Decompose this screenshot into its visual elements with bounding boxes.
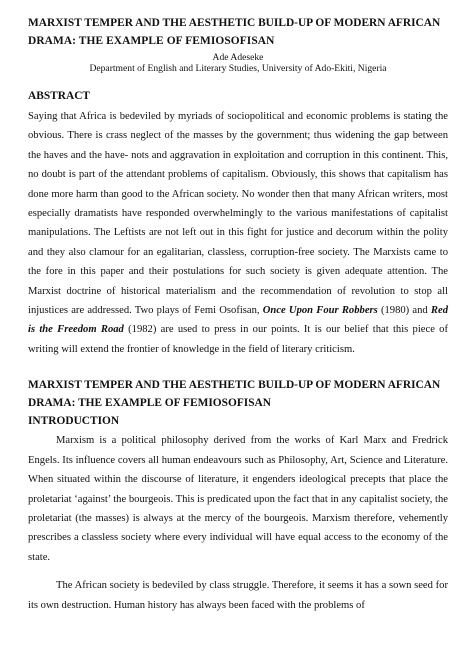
- paper-title-line-1: MARXIST TEMPER AND THE AESTHETIC BUILD-UP OF MODERN AFRICAN: [28, 17, 441, 29]
- abstract-text-c: (1982) are used to press in our points. It is our belief that this piece of writing will extend the frontier of knowledge in the field of literary criticism.: [28, 324, 449, 355]
- introduction-heading: INTRODUCTION: [28, 415, 120, 428]
- play-title-red-is-the-freedom-road: Red is the Freedom Road: [28, 305, 448, 336]
- section-title-line-2: DRAMA: THE EXAMPLE OF FEMIOSOFISAN: [28, 397, 272, 410]
- abstract-heading: ABSTRACT: [28, 90, 91, 102]
- abstract-text-a: Saying that Africa is bedeviled by myriads of sociopolitical and economic problems is stating the obvious. There is crass neglect of the masses by the government; thus widening the gap between the haves and the have- nots and aggravation in exploitation and corruption in this continent. This, no doubt is part of the attendant problems of capitalism. Obviously, this shows that capitalism has done more harm than good to the African society. No wonder then that many African writers, most especially dramatists have responded overwhelmingly to the various manifestations of capitalist manipulations. The Leftists are not left out in this fight for justice and decorum within the polity and they also clamour for an egalitarian, classless, corruption-free society. The Marxists came to the fore in this paper and their postulations for such society is given adequate attention. The Marxist doctrine of historical materialism and the recommendation of revolution to stop all injustices are addressed. Two plays of Femi Osofisan,: [28, 111, 448, 317]
- introduction-paragraph-1: Marxism is a political philosophy derived from the works of Karl Marx and Fredrick Engels. Its influence covers all human endeavours such as Philosophy, Art, Science and Literature. When situated within the discourse of literature, it engenders ideological precepts that place the proletariat ‘against’ the bourgeois. This is predicated upon the fact that in any capitalist society, the proletariat (the masses) is always at the mercy of the bourgeois. Marxism therefore, vehemently prescribes a classless society where every individual will have equal access to the economy of the state.: [28, 435, 448, 563]
- paper-title: [28, 14, 448, 50]
- introduction-paragraph-2: The African society is bedeviled by class struggle. Therefore, it seems it has a sown seed for its own destruction. Human history has always been faced with the problems of: [28, 580, 448, 611]
- paper-title-line-2: DRAMA: THE EXAMPLE OF FEMIOSOFISAN: [28, 35, 275, 47]
- section-title-line-1: MARXIST TEMPER AND THE AESTHETIC BUILD-UP OF MODERN AFRICAN: [28, 379, 441, 392]
- section-title: [28, 376, 448, 412]
- author-affiliation: Department of English and Literary Studies, University of Ado-Ekiti, Nigeria: [89, 63, 387, 74]
- abstract-text: [28, 107, 448, 359]
- abstract-text-b: (1980) and: [377, 305, 431, 317]
- play-title-once-upon-four-robbers: Once Upon Four Robbers: [262, 305, 378, 317]
- author-name: Ade Adeseke: [212, 52, 264, 63]
- document-page: [28, 14, 448, 615]
